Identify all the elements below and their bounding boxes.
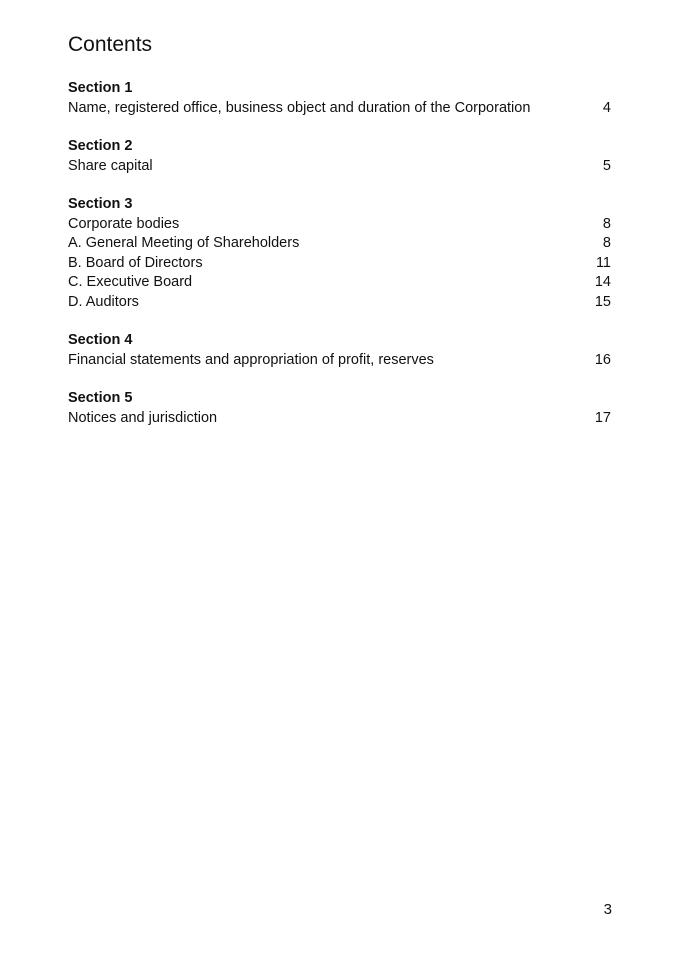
- toc-entry[interactable]: [68, 234, 611, 254]
- toc-section-5: [68, 389, 611, 428]
- toc-entry[interactable]: [68, 157, 611, 177]
- toc-section-4: [68, 331, 611, 370]
- toc-entry[interactable]: [68, 351, 611, 371]
- entry-page-number: 5: [602, 157, 611, 174]
- section-heading: Section 5: [68, 390, 133, 406]
- section-heading: Section 3: [68, 196, 133, 212]
- entry-page-number: 17: [594, 409, 611, 426]
- toc-section-3: [68, 195, 611, 312]
- entry-label: D. Auditors: [68, 293, 139, 310]
- toc-entry[interactable]: [68, 293, 611, 313]
- page-title: Contents: [68, 33, 153, 56]
- toc-entry[interactable]: [68, 273, 611, 293]
- entry-page-number: 14: [594, 274, 611, 290]
- section-heading: Section 1: [68, 80, 133, 96]
- entry-label: Notices and jurisdiction: [68, 409, 218, 426]
- entry-page-number: 15: [594, 293, 611, 310]
- entry-label: A. General Meeting of Shareholders: [68, 235, 300, 251]
- entry-page-number: 4: [602, 99, 611, 116]
- entry-label: Share capital: [68, 157, 153, 174]
- section-heading: Section 4: [68, 332, 133, 348]
- entry-page-number: 11: [595, 254, 611, 271]
- toc-section-1: [68, 79, 611, 118]
- entry-label: Corporate bodies: [68, 215, 180, 232]
- entry-page-number: 8: [602, 235, 611, 251]
- entry-label: Name, registered office, business object and duration of the Corporation: [68, 99, 531, 116]
- entry-page-number: 16: [594, 351, 611, 368]
- toc-entry[interactable]: [68, 215, 611, 235]
- section-heading: Section 2: [68, 138, 133, 154]
- toc-entry[interactable]: [68, 409, 611, 429]
- toc-entry[interactable]: [68, 99, 611, 119]
- entry-page-number: 8: [602, 215, 611, 232]
- entry-label: Financial statements and appropriation of profit, reserves: [68, 351, 434, 368]
- entry-label: B. Board of Directors: [68, 254, 203, 271]
- toc-section-2: [68, 137, 611, 176]
- toc-entry[interactable]: [68, 254, 611, 274]
- page-number: 3: [603, 901, 612, 918]
- entry-label: C. Executive Board: [68, 274, 193, 290]
- table-of-contents: [68, 79, 611, 447]
